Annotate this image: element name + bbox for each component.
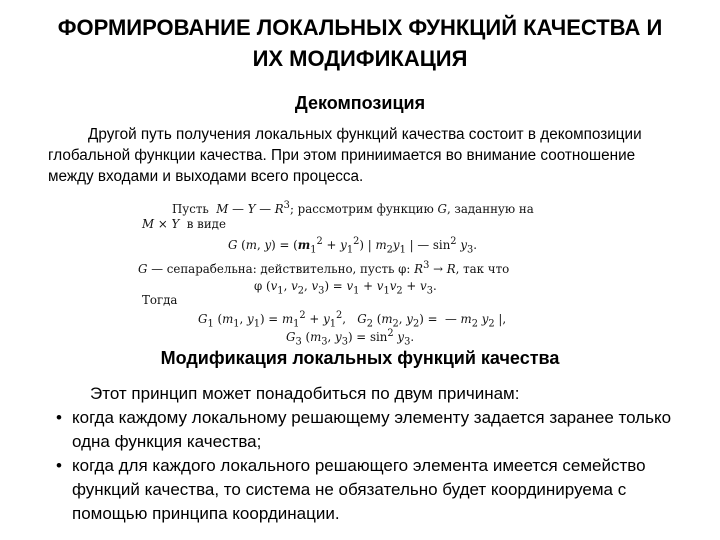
math-so-that-text: , так что <box>455 261 510 276</box>
math-line-6: Тогда <box>142 293 178 307</box>
slide-title-line-2: ИХ МОДИФИКАЦИЯ <box>252 46 468 71</box>
math-form-text: в виде <box>186 217 226 231</box>
reasons-intro: Этот принцип может понадобиться по двум причинам: <box>90 384 520 403</box>
bullet-text-2: когда для каждого локального решающего элемента имеется семейство функций качества, то система не обязательно будет координируема с помощью принципа координации. <box>72 456 646 523</box>
math-pipe: | <box>367 237 372 252</box>
math-line-7: $G_1$ ($m_1$, $y_1) = m_1^2 + y_1^2$, $G_2$ ($m_2$, $y_2$) = — $m_2$ $y_2$ |, <box>198 310 507 330</box>
modification-body <box>48 382 688 526</box>
slide-title <box>20 12 700 74</box>
math-line-5: φ ($v_1$, $v_2$, $v_3) = v_1 + v_1v_2 + v_3$. <box>254 279 437 297</box>
bullet-marker: • <box>56 456 62 475</box>
section-title-modification: Модификация локальных функций качества <box>160 348 560 368</box>
math-separable-text: — сепарабельна: действительно, пусть <box>151 261 395 276</box>
bullet-item-2 <box>48 454 688 526</box>
intro-text: Другой путь получения локальных функций качества состоит в декомпозиции глобальной функции качества. При этом приниимается во внимание соотношение между входами и выходами всего процесса. <box>48 126 642 185</box>
math-line-4: G — сепарабельна: действительно, пусть φ: $R^3 \to R$, так что <box>138 260 510 276</box>
subtitle-decomposition: Декомпозиция <box>294 93 426 113</box>
math-given-text: , заданную на <box>446 201 534 216</box>
bullet-item-1 <box>48 406 688 454</box>
bullet-marker: • <box>56 408 62 427</box>
math-line-2: M × Y в виде <box>142 217 226 231</box>
math-line-1: Пусть M — Y — $R^3$; рассмотрим функцию G, заданную на <box>172 200 534 216</box>
math-let-word: Пусть <box>172 201 209 216</box>
math-consider-text: ; рассмотрим функцию <box>289 201 434 216</box>
slide-title-line-1: ФОРМИРОВАНИЕ ЛОКАЛЬНЫХ ФУНКЦИЙ КАЧЕСТВА И <box>57 15 663 40</box>
math-formula-block <box>138 196 598 346</box>
bullet-text-1: когда каждому локальному решающему элементу задается заранее только одна функция качества; <box>72 408 672 451</box>
math-line-8: $G_3$ ($m_3$, $y_3) = \sin^2 y_3$. <box>286 328 415 348</box>
intro-paragraph <box>48 124 678 187</box>
math-line-3: G (m, $y) = (m_1^2 + y_1^2)$ | $m_2y_1$ | — $\sin^2 y_3$. <box>228 236 477 256</box>
